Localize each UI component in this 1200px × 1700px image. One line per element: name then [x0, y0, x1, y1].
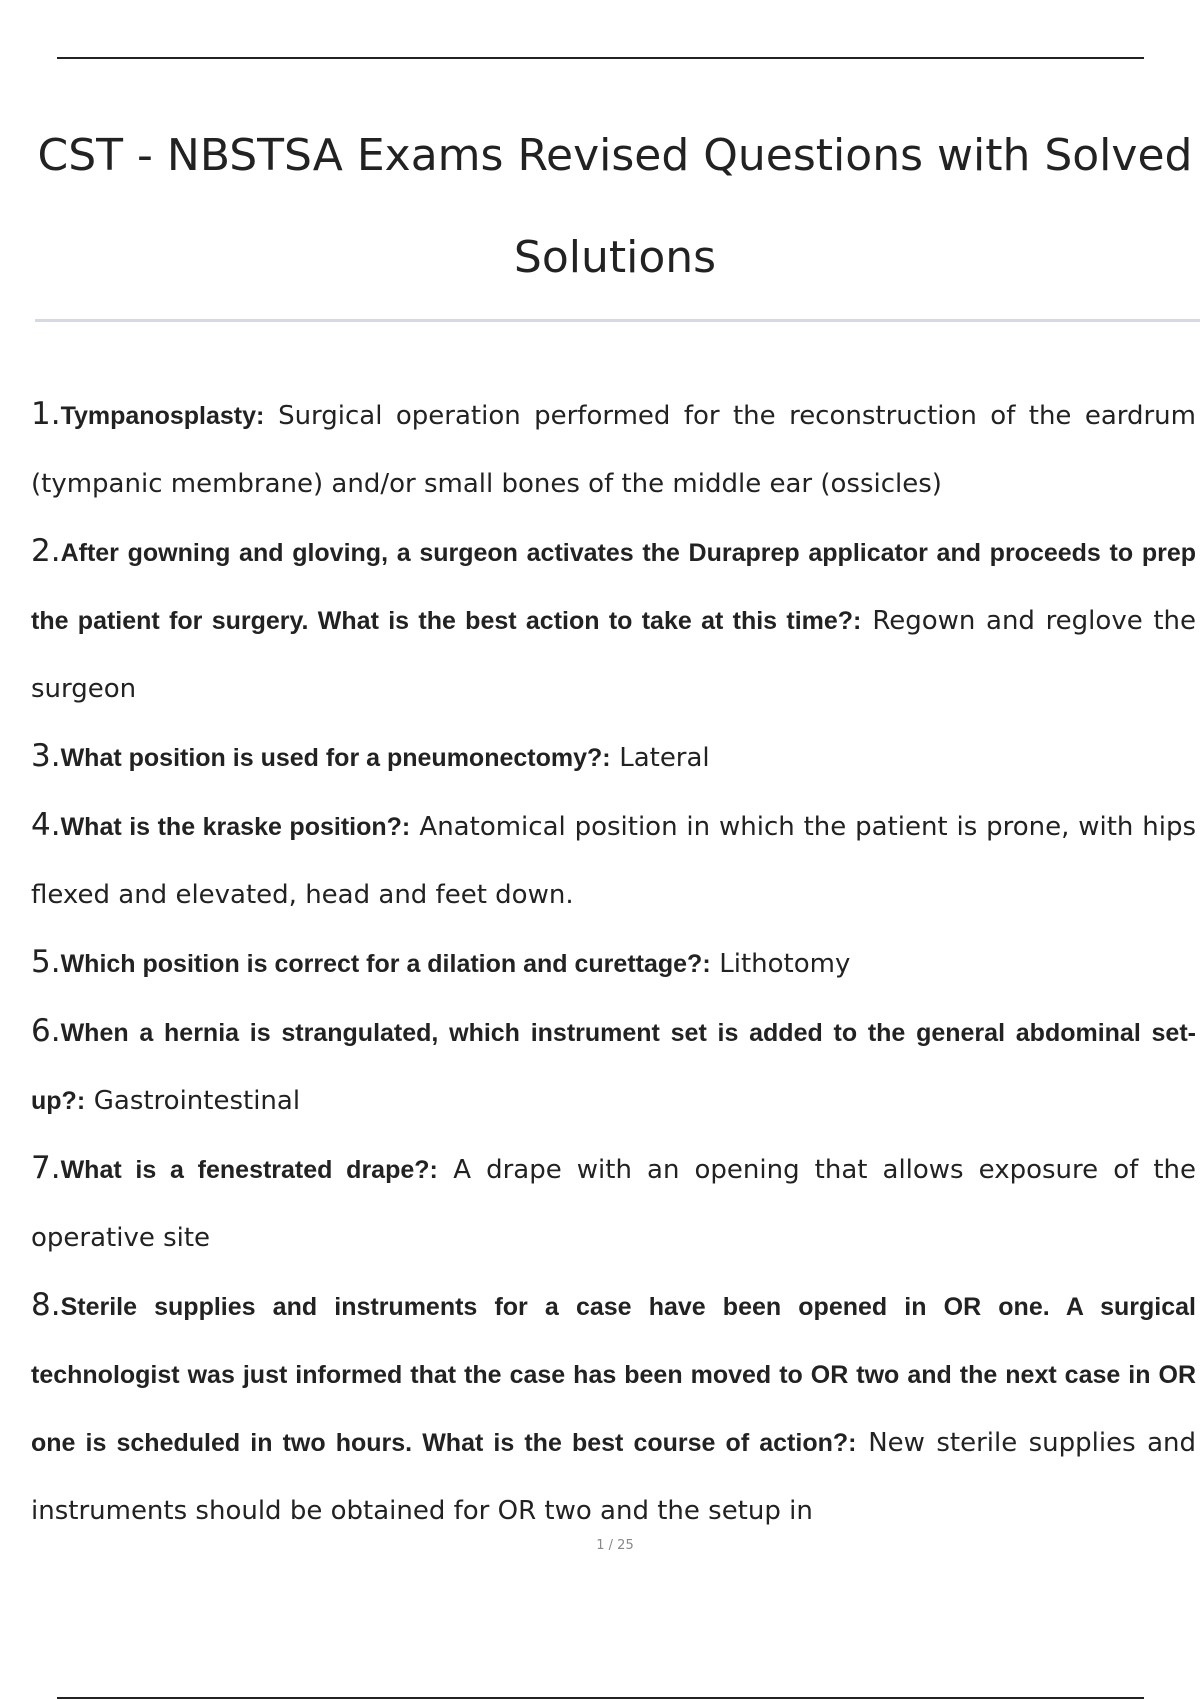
question-list — [31, 381, 1196, 1545]
answer-text: Gastrointestinal — [93, 1086, 301, 1116]
question-number: 4. — [31, 807, 61, 843]
title-divider — [35, 319, 1200, 322]
question-text: What is the kraske position?: — [60, 813, 411, 841]
answer-text: A drape with an opening that allows exposure of the operative site — [31, 1155, 1197, 1253]
question-text: What is a fenestrated drape?: — [60, 1156, 438, 1184]
question-text: Tympanosplasty: — [60, 402, 265, 430]
question-number: 3. — [31, 738, 61, 774]
question-text: After gowning and gloving, a surgeon activates the Duraprep applicator and proceeds to prep the patient for surgery. What is the best action to take at this time?: — [31, 539, 1196, 635]
question-item — [31, 929, 1196, 998]
answer-text: New sterile supplies and instruments should be obtained for OR two and the setup in — [31, 1428, 1196, 1526]
question-number: 5. — [31, 944, 61, 980]
answer-text: Lateral — [619, 743, 710, 773]
answer-text: Regown and reglove the surgeon — [31, 606, 1196, 704]
title-line-1: CST - NBSTSA Exams Revised Questions with Solved — [37, 130, 1193, 181]
bottom-rule — [57, 1697, 1144, 1699]
answer-text: Lithotomy — [719, 949, 851, 979]
question-text: What position is used for a pneumonectomy?: — [60, 744, 611, 772]
document-title — [30, 105, 1200, 309]
question-text: When a hernia is strangulated, which instrument set is added to the general abdominal set-up?: — [31, 1019, 1196, 1115]
page-number: 1 / 25 — [596, 1538, 634, 1553]
question-number: 6. — [31, 1013, 61, 1049]
question-number: 2. — [31, 533, 61, 569]
question-item — [31, 381, 1196, 518]
question-text: Sterile supplies and instruments for a case have been opened in OR one. A surgical technologist was just informed that the case has been moved to OR two and the next case in OR one is scheduled in two hours. What is the best course of action?: — [31, 1293, 1196, 1457]
question-item — [31, 518, 1196, 723]
answer-text: Surgical operation performed for the reconstruction of the eardrum (tympanic membrane) and/or small bones of the middle ear (ossicles) — [31, 401, 1196, 499]
question-item — [31, 723, 1196, 792]
question-item — [31, 1135, 1196, 1272]
question-number: 1. — [31, 396, 61, 432]
title-line-2: Solutions — [513, 232, 717, 283]
answer-text: Anatomical position in which the patient is prone, with hips flexed and elevated, head and feet down. — [31, 812, 1196, 910]
question-number: 7. — [31, 1150, 61, 1186]
question-text: Which position is correct for a dilation and curettage?: — [60, 950, 711, 978]
question-number: 8. — [31, 1287, 61, 1323]
question-item — [31, 998, 1196, 1135]
question-item — [31, 792, 1196, 929]
top-rule — [57, 57, 1144, 59]
question-item — [31, 1272, 1196, 1545]
